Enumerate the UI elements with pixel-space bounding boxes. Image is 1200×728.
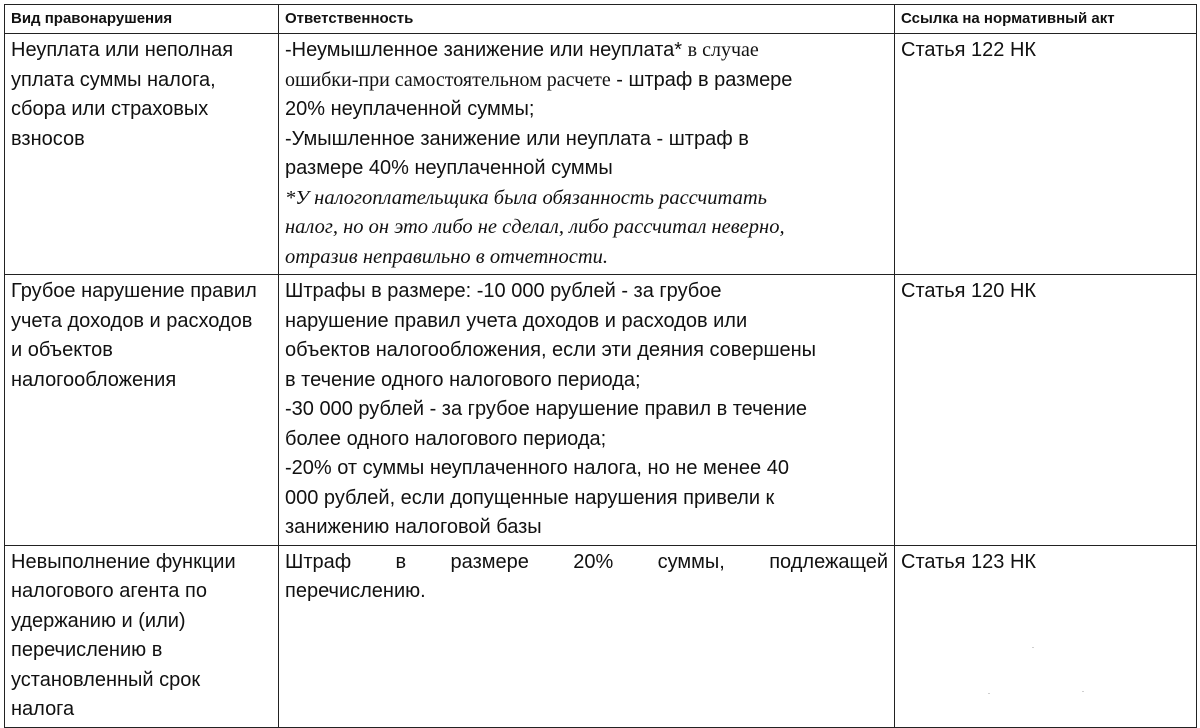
footnote-line: налог, но он это либо не сделал, либо рассчитал неверно, [285, 216, 785, 238]
liability-line [285, 36, 888, 66]
liability-line: в течение одного налогового периода; [285, 368, 641, 391]
reference-cell: Статья 122 НК [895, 34, 1197, 275]
violation-line: установленный срок [11, 668, 201, 691]
header-liability: Ответственность [279, 5, 895, 34]
header-violation-type: Вид правонарушения [5, 5, 279, 34]
reference-cell: Статья 123 НК [895, 545, 1197, 727]
violation-cell [5, 34, 279, 275]
liability-line: 000 рублей, если допущенные нарушения привели к [285, 486, 775, 509]
liability-line: нарушение правил учета доходов и расходов или [285, 309, 748, 332]
violation-line: сбора или страховых [11, 98, 209, 120]
liability-line: -20% от суммы неуплаченного налога, но не менее 40 [285, 457, 789, 479]
violation-cell [5, 545, 279, 727]
violation-line: налога [11, 698, 75, 720]
header-legal-reference: Ссылка на нормативный акт [895, 5, 1197, 34]
table-row [5, 545, 1197, 727]
scan-speck [1032, 647, 1034, 648]
scan-speck [988, 693, 990, 694]
liability-line: -30 000 рублей - за грубое нарушение правил в течение [285, 398, 808, 420]
violation-line: Невыполнение функции [11, 550, 236, 573]
violation-line: учета доходов и расходов [11, 309, 253, 332]
table-row [5, 275, 1197, 546]
violation-line: Неуплата или неполная [11, 39, 234, 61]
violation-line: налогового агента по [11, 580, 207, 602]
violation-line: налогообложения [11, 368, 177, 391]
violation-line: взносов [11, 127, 85, 150]
scan-speck [1082, 691, 1084, 692]
liability-line: объектов налогообложения, если эти деяния совершены [285, 339, 817, 361]
violation-cell [5, 275, 279, 546]
liability-cell [279, 275, 895, 546]
violation-line: уплата суммы налога, [11, 68, 216, 91]
liability-text: - штраф в размере [610, 68, 793, 91]
header-row [5, 5, 1197, 34]
liability-line: Штраф в размере 20% суммы, подлежащей [285, 550, 888, 573]
table-row [5, 34, 1197, 275]
liability-cell [279, 34, 895, 275]
liability-text: в случае [687, 39, 759, 61]
penalties-table [4, 4, 1197, 728]
reference-cell: Статья 120 НК [895, 275, 1197, 546]
liability-line: более одного налогового периода; [285, 427, 607, 450]
liability-line: -Умышленное занижение или неуплата - штраф в [285, 127, 749, 150]
violation-line: удержанию и (или) [11, 609, 186, 632]
liability-line: занижению налоговой базы [285, 516, 542, 538]
liability-line: 20% неуплаченной суммы; [285, 98, 535, 120]
violation-line: и объектов [11, 339, 113, 361]
violation-line: Грубое нарушение правил [11, 280, 257, 302]
liability-text: -Неумышленное занижение или неуплата* [285, 39, 688, 61]
violation-line: перечислению в [11, 639, 163, 661]
liability-line: Штрафы в размере: -10 000 рублей - за грубое [285, 280, 722, 302]
footnote-line: отразив неправильно в отчетности. [285, 245, 608, 268]
liability-line: размере 40% неуплаченной суммы [285, 157, 613, 179]
liability-cell [279, 545, 895, 727]
footnote-line: *У налогоплательщика была обязанность рассчитать [285, 186, 767, 209]
liability-line [285, 66, 888, 96]
liability-text: ошибки-при самостоятельном расчете [285, 68, 611, 91]
liability-line: перечислению. [285, 580, 426, 602]
